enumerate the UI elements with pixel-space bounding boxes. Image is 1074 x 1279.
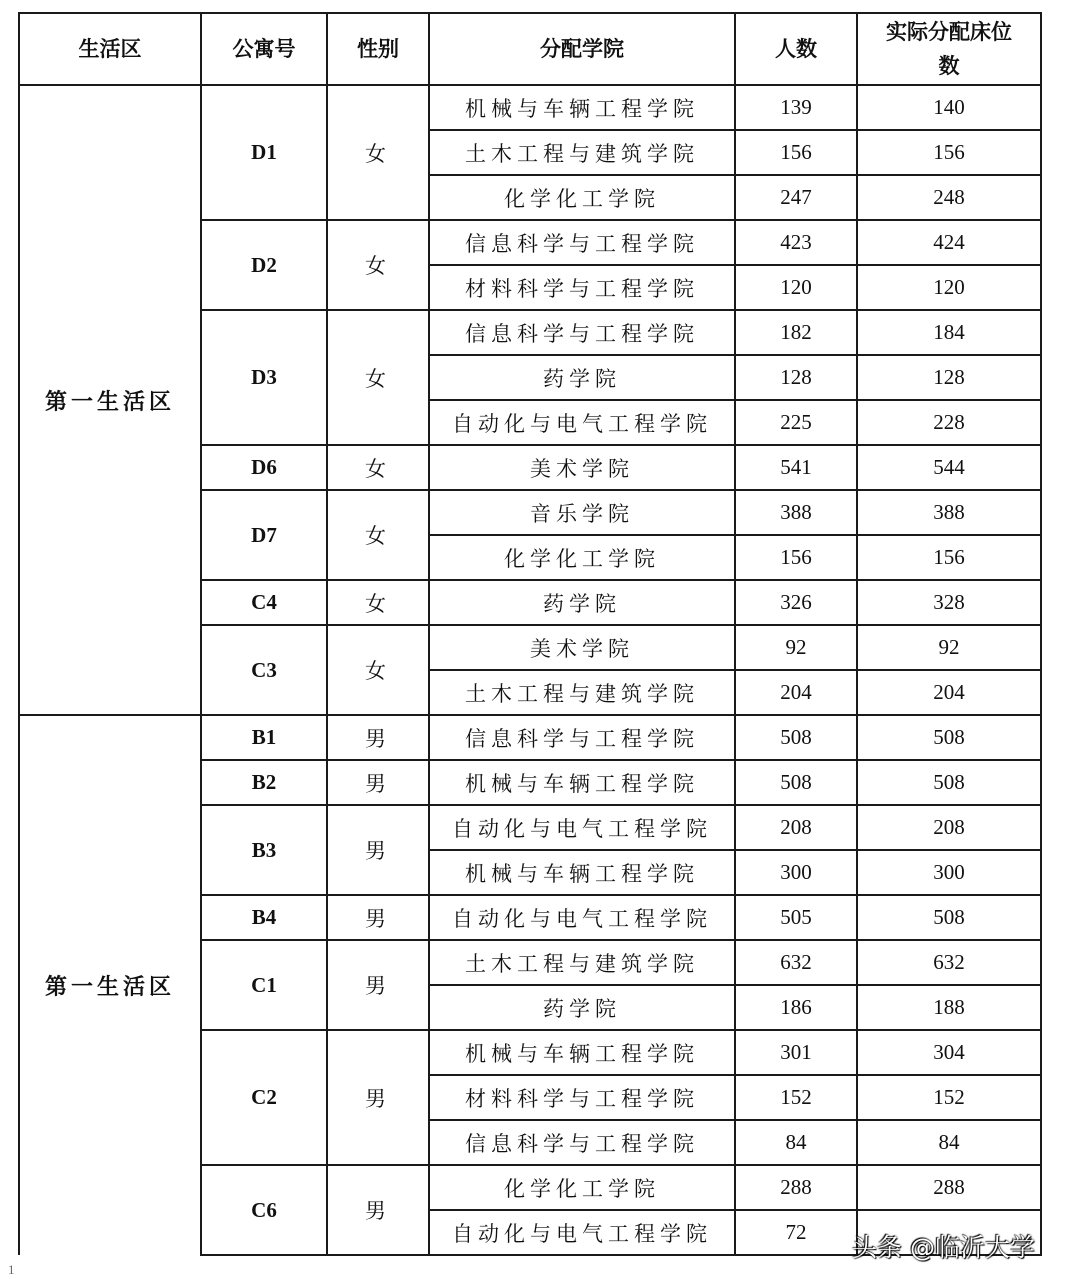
- table-header-row: [19, 13, 1041, 85]
- beds-cell: 208: [857, 805, 1041, 850]
- table-body: [19, 85, 1041, 1255]
- beds-cell: 424: [857, 220, 1041, 265]
- header-college: 分配学院: [429, 13, 735, 85]
- count-cell: 632: [735, 940, 857, 985]
- beds-cell: 508: [857, 895, 1041, 940]
- beds-cell: 304: [857, 1030, 1041, 1075]
- count-cell: 508: [735, 760, 857, 805]
- header-count: 人数: [735, 13, 857, 85]
- count-cell: 204: [735, 670, 857, 715]
- count-cell: 152: [735, 1075, 857, 1120]
- count-cell: 208: [735, 805, 857, 850]
- beds-cell: 156: [857, 130, 1041, 175]
- college-cell: 机械与车辆工程学院: [429, 760, 735, 805]
- table-row: [19, 715, 1041, 760]
- beds-cell: 248: [857, 175, 1041, 220]
- gender-cell: 男: [327, 1165, 429, 1255]
- count-cell: 423: [735, 220, 857, 265]
- beds-cell: 544: [857, 445, 1041, 490]
- count-cell: 156: [735, 130, 857, 175]
- count-cell: 182: [735, 310, 857, 355]
- count-cell: 541: [735, 445, 857, 490]
- gender-cell: 男: [327, 805, 429, 895]
- beds-cell: 632: [857, 940, 1041, 985]
- gender-cell: 女: [327, 580, 429, 625]
- beds-cell: 300: [857, 850, 1041, 895]
- beds-cell: 152: [857, 1075, 1041, 1120]
- count-cell: 300: [735, 850, 857, 895]
- count-cell: 156: [735, 535, 857, 580]
- count-cell: 139: [735, 85, 857, 130]
- gender-cell: 女: [327, 220, 429, 310]
- watermark: 头条 @临沂大学: [852, 1233, 1035, 1262]
- gender-cell: 男: [327, 1030, 429, 1165]
- count-cell: 225: [735, 400, 857, 445]
- count-cell: 388: [735, 490, 857, 535]
- apartment-cell: D6: [201, 445, 327, 490]
- college-cell: 材料科学与工程学院: [429, 265, 735, 310]
- count-cell: 120: [735, 265, 857, 310]
- apartment-cell: C1: [201, 940, 327, 1030]
- beds-cell: 388: [857, 490, 1041, 535]
- college-cell: 机械与车辆工程学院: [429, 85, 735, 130]
- apartment-cell: B3: [201, 805, 327, 895]
- count-cell: 84: [735, 1120, 857, 1165]
- beds-cell: 120: [857, 265, 1041, 310]
- gender-cell: 女: [327, 490, 429, 580]
- beds-cell: 328: [857, 580, 1041, 625]
- college-cell: 药学院: [429, 580, 735, 625]
- college-cell: 信息科学与工程学院: [429, 310, 735, 355]
- beds-cell: 508: [857, 760, 1041, 805]
- dorm-allocation-table: [18, 12, 1042, 1256]
- count-cell: 92: [735, 625, 857, 670]
- gender-cell: 男: [327, 760, 429, 805]
- apartment-cell: C3: [201, 625, 327, 715]
- college-cell: 化学化工学院: [429, 1165, 735, 1210]
- apartment-cell: C6: [201, 1165, 327, 1255]
- college-cell: 化学化工学院: [429, 175, 735, 220]
- beds-cell: 156: [857, 535, 1041, 580]
- college-cell: 美术学院: [429, 445, 735, 490]
- gender-cell: 女: [327, 445, 429, 490]
- header-zone: 生活区: [19, 13, 201, 85]
- college-cell: 自动化与电气工程学院: [429, 895, 735, 940]
- beds-cell: 508: [857, 715, 1041, 760]
- count-cell: 326: [735, 580, 857, 625]
- count-cell: 128: [735, 355, 857, 400]
- page-number: 1: [8, 1262, 15, 1277]
- college-cell: 自动化与电气工程学院: [429, 805, 735, 850]
- college-cell: 自动化与电气工程学院: [429, 1210, 735, 1255]
- count-cell: 505: [735, 895, 857, 940]
- count-cell: 288: [735, 1165, 857, 1210]
- beds-cell: 228: [857, 400, 1041, 445]
- zone-cell: 第一生活区: [19, 715, 201, 1255]
- header-beds: 实际分配床位数: [857, 13, 1041, 85]
- beds-cell: 140: [857, 85, 1041, 130]
- college-cell: 药学院: [429, 985, 735, 1030]
- beds-cell: 288: [857, 1165, 1041, 1210]
- apartment-cell: D2: [201, 220, 327, 310]
- college-cell: 土木工程与建筑学院: [429, 130, 735, 175]
- header-apartment: 公寓号: [201, 13, 327, 85]
- gender-cell: 女: [327, 85, 429, 220]
- apartment-cell: B4: [201, 895, 327, 940]
- beds-cell: 188: [857, 985, 1041, 1030]
- college-cell: 信息科学与工程学院: [429, 715, 735, 760]
- college-cell: 自动化与电气工程学院: [429, 400, 735, 445]
- college-cell: 药学院: [429, 355, 735, 400]
- apartment-cell: B1: [201, 715, 327, 760]
- college-cell: 土木工程与建筑学院: [429, 940, 735, 985]
- beds-cell: 204: [857, 670, 1041, 715]
- gender-cell: 男: [327, 715, 429, 760]
- count-cell: 247: [735, 175, 857, 220]
- beds-cell: 84: [857, 1120, 1041, 1165]
- apartment-cell: D1: [201, 85, 327, 220]
- gender-cell: 男: [327, 895, 429, 940]
- college-cell: 音乐学院: [429, 490, 735, 535]
- count-cell: 301: [735, 1030, 857, 1075]
- gender-cell: 女: [327, 310, 429, 445]
- table-row: [19, 85, 1041, 130]
- apartment-cell: C2: [201, 1030, 327, 1165]
- apartment-cell: D3: [201, 310, 327, 445]
- college-cell: 化学化工学院: [429, 535, 735, 580]
- apartment-cell: C4: [201, 580, 327, 625]
- college-cell: 美术学院: [429, 625, 735, 670]
- header-gender: 性别: [327, 13, 429, 85]
- zone-cell: 第一生活区: [19, 85, 201, 715]
- count-cell: 508: [735, 715, 857, 760]
- gender-cell: 男: [327, 940, 429, 1030]
- beds-cell: 184: [857, 310, 1041, 355]
- gender-cell: 女: [327, 625, 429, 715]
- apartment-cell: B2: [201, 760, 327, 805]
- apartment-cell: D7: [201, 490, 327, 580]
- college-cell: 土木工程与建筑学院: [429, 670, 735, 715]
- college-cell: 机械与车辆工程学院: [429, 1030, 735, 1075]
- college-cell: 材料科学与工程学院: [429, 1075, 735, 1120]
- college-cell: 信息科学与工程学院: [429, 1120, 735, 1165]
- count-cell: 72: [735, 1210, 857, 1255]
- college-cell: 信息科学与工程学院: [429, 220, 735, 265]
- college-cell: 机械与车辆工程学院: [429, 850, 735, 895]
- count-cell: 186: [735, 985, 857, 1030]
- beds-cell: 128: [857, 355, 1041, 400]
- beds-cell: 92: [857, 625, 1041, 670]
